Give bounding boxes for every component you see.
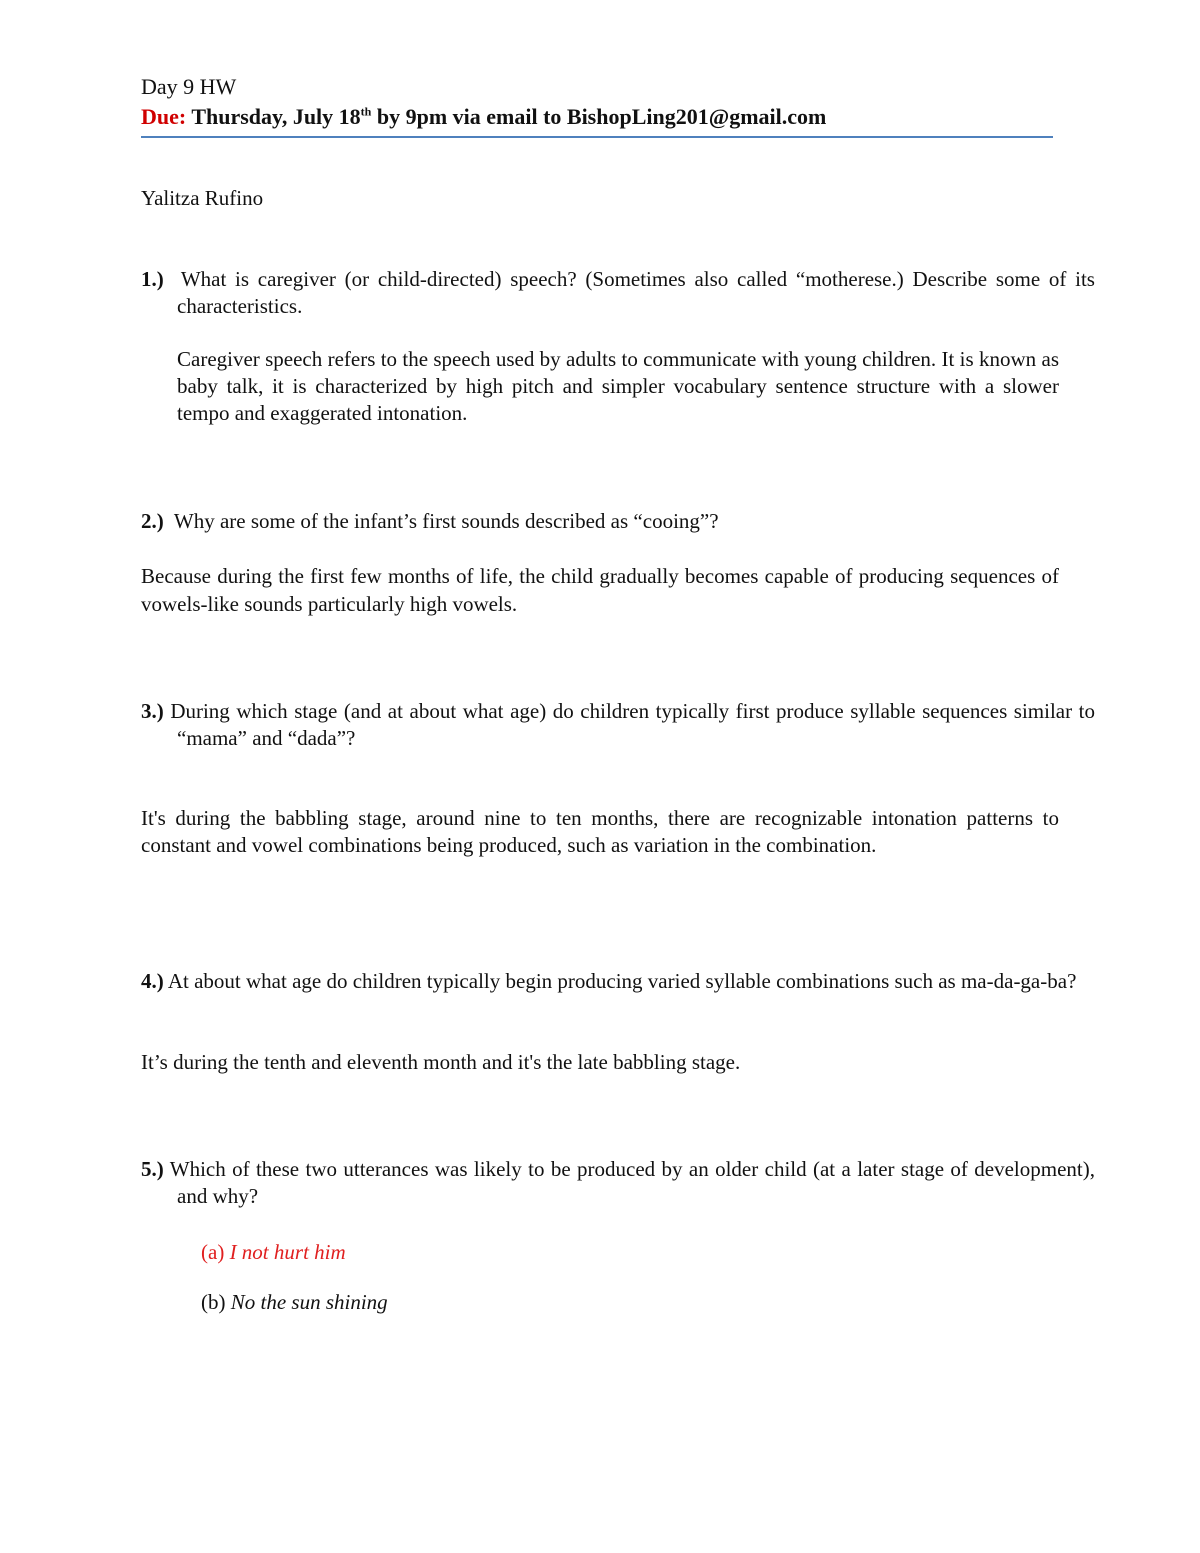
option-label: (a)	[201, 1240, 225, 1264]
due-label: Due:	[141, 104, 187, 129]
question-number: 2.)	[141, 509, 164, 533]
question-5	[141, 1156, 1095, 1210]
answer-2: Because during the first few months of life, the child gradually becomes capable of producing sequences of vowels-like sounds particularly high vowels.	[141, 564, 1059, 616]
due-date-suffix: th	[360, 104, 372, 119]
option-a	[201, 1238, 346, 1266]
question-1	[141, 266, 1095, 320]
question-number: 1.)	[141, 267, 164, 291]
question-number: 3.)	[141, 699, 164, 723]
answer-3: It's during the babbling stage, around nine to ten months, there are recognizable intonation patterns to constant and vowel combinations being produced, such as variation in the combination.	[141, 806, 1059, 857]
option-text: No the sun shining	[230, 1290, 388, 1314]
question-text: Why are some of the infant’s first sounds described as “cooing”?	[173, 509, 719, 533]
question-text: At about what age do children typically begin producing varied syllable combinations such as ma-da-ga-ba?	[167, 969, 1077, 993]
question-text: During which stage (and at about what age) do children typically first produce syllable sequences similar to “mama” and “dada”?	[170, 699, 1095, 750]
answer-4: It’s during the tenth and eleventh month and it's the late babbling stage.	[141, 1050, 741, 1074]
question-text: What is caregiver (or child-directed) speech? (Sometimes also called “motherese.) Describe some of its characteristics.	[177, 267, 1095, 318]
due-line	[141, 102, 826, 132]
question-number: 4.)	[141, 969, 164, 993]
question-text: Which of these two utterances was likely to be produced by an older child (at a later stage of development), and why?	[169, 1157, 1095, 1208]
answer-1: Caregiver speech refers to the speech used by adults to communicate with young children. It is known as baby talk, it is characterized by high pitch and simpler vocabulary sentence structure with a slower tempo and exaggerated intonation.	[177, 347, 1059, 425]
due-details: by 9pm via email to BishopLing201@gmail.com	[371, 104, 827, 129]
student-name: Yalitza Rufino	[141, 186, 264, 210]
option-text: I not hurt him	[229, 1240, 346, 1264]
option-label: (b)	[201, 1290, 226, 1314]
question-number: 5.)	[141, 1157, 164, 1181]
document-title: Day 9 HW	[141, 74, 237, 99]
question-2	[141, 508, 1095, 535]
question-4	[141, 968, 1095, 995]
question-3	[141, 698, 1095, 752]
option-b	[201, 1288, 388, 1316]
header-rule	[141, 136, 1053, 138]
due-date: Thursday, July 18	[191, 104, 361, 129]
